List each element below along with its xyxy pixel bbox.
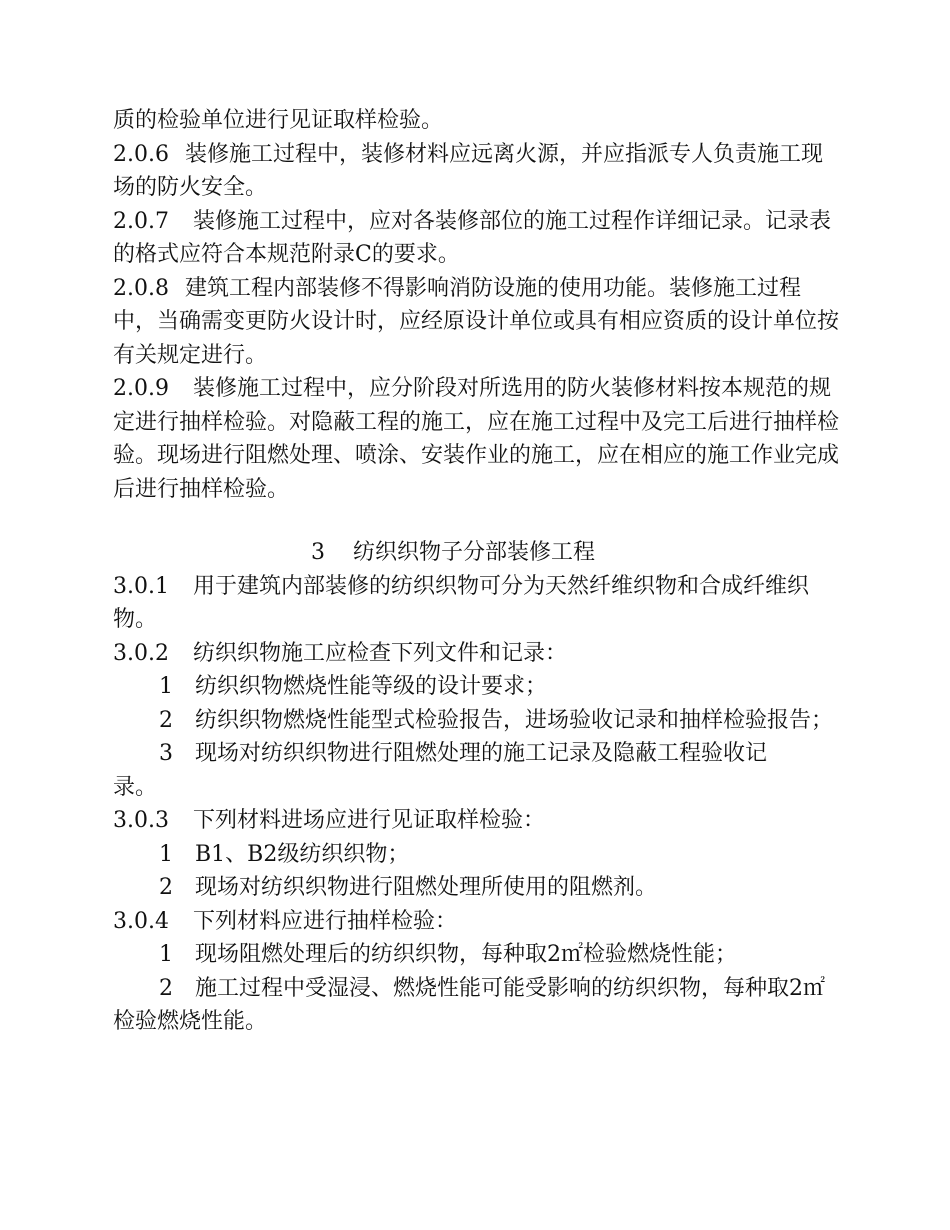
item-text: 纺织织物燃烧性能型式检验报告，进场验收记录和抽样检验报告；: [195, 707, 834, 733]
item-text: 纺织织物燃烧性能等级的设计要求；: [195, 674, 548, 699]
item-text: 施工过程中受湿浸、燃烧性能可能受影响的纺织织物，每种取2㎡检验燃烧性能。: [113, 975, 825, 1034]
clause-2-0-6: [113, 138, 843, 205]
clause-text: 装修施工过程中，装修材料应远离火源，并应指派专人负责施工现场的防火安全。: [113, 141, 824, 200]
item-text: B1、B2级纺织织物；: [195, 841, 410, 867]
item-text: 现场对纺织织物进行阻燃处理的施工记录及隐蔽工程验收记录。: [113, 741, 768, 800]
item-number: 1: [159, 674, 173, 699]
clause-number: 3.0.4: [113, 908, 169, 934]
clause-number: 3.0.2: [113, 640, 169, 666]
clause-text: 下列材料应进行抽样检验：: [193, 908, 458, 934]
list-item: [113, 972, 843, 1039]
item-text: 现场对纺织织物进行阻燃处理所使用的阻燃剂。: [195, 875, 658, 900]
clause-2-0-7: [113, 205, 843, 272]
section-3-title: [113, 536, 843, 570]
list-item: [113, 704, 843, 738]
clause-text: 下列材料进场应进行见证取样检验：: [193, 808, 546, 833]
clause-text: 装修施工过程中，应对各装修部位的施工过程作详细记录。记录表的格式应符合本规范附录C的要求。: [113, 208, 832, 267]
item-text: 现场阻燃处理后的纺织织物，每种取2㎡检验燃烧性能；: [195, 942, 737, 967]
clause-number: 2.0.6: [113, 141, 169, 167]
document-page: [113, 104, 843, 1039]
clause-number: 2.0.8: [113, 275, 169, 301]
paragraph-text: 质的检验单位进行见证取样检验。: [113, 108, 444, 133]
clause-3-0-1: [113, 570, 843, 637]
list-item: [113, 670, 843, 704]
item-number: 1: [159, 942, 173, 967]
clause-text: 装修施工过程中，应分阶段对所选用的防火装修材料按本规范的规定进行抽样检验。对隐蔽工程的施工，应在施工过程中及完工后进行抽样检验。现场进行阻燃处理、喷涂、安装作业的施工，应在相应的施工作业完成后进行抽样检验。: [113, 376, 840, 502]
list-item: [113, 737, 843, 804]
clause-text: 纺织织物施工应检查下列文件和记录：: [193, 640, 568, 666]
item-number: 3: [159, 741, 173, 766]
list-item: [113, 938, 843, 972]
list-item: [113, 871, 843, 905]
section-title-text: 纺织织物子分部装修工程: [352, 540, 595, 565]
clause-number: 3.0.3: [113, 808, 169, 833]
clause-3-0-2: [113, 637, 843, 671]
clause-3-0-3: [113, 804, 843, 838]
item-number: 2: [159, 707, 173, 733]
item-number: 2: [159, 875, 173, 900]
section-number: 3: [311, 540, 325, 565]
clause-number: 3.0.1: [113, 573, 169, 599]
clause-text: 用于建筑内部装修的纺织织物可分为天然纤维织物和合成纤维织物。: [113, 573, 810, 632]
clause-2-0-8: [113, 272, 843, 373]
item-number: 1: [159, 841, 173, 867]
clause-number: 2.0.7: [113, 208, 169, 234]
clause-3-0-4: [113, 905, 843, 939]
clause-text: 建筑工程内部装修不得影响消防设施的使用功能。装修施工过程中，当确需变更防火设计时，应经原设计单位或具有相应资质的设计单位按有关规定进行。: [113, 275, 840, 368]
clause-2-0-9: [113, 372, 843, 506]
item-number: 2: [159, 975, 173, 1001]
clause-number: 2.0.9: [113, 376, 169, 401]
list-item: [113, 838, 843, 872]
paragraph-intro: [113, 104, 843, 138]
